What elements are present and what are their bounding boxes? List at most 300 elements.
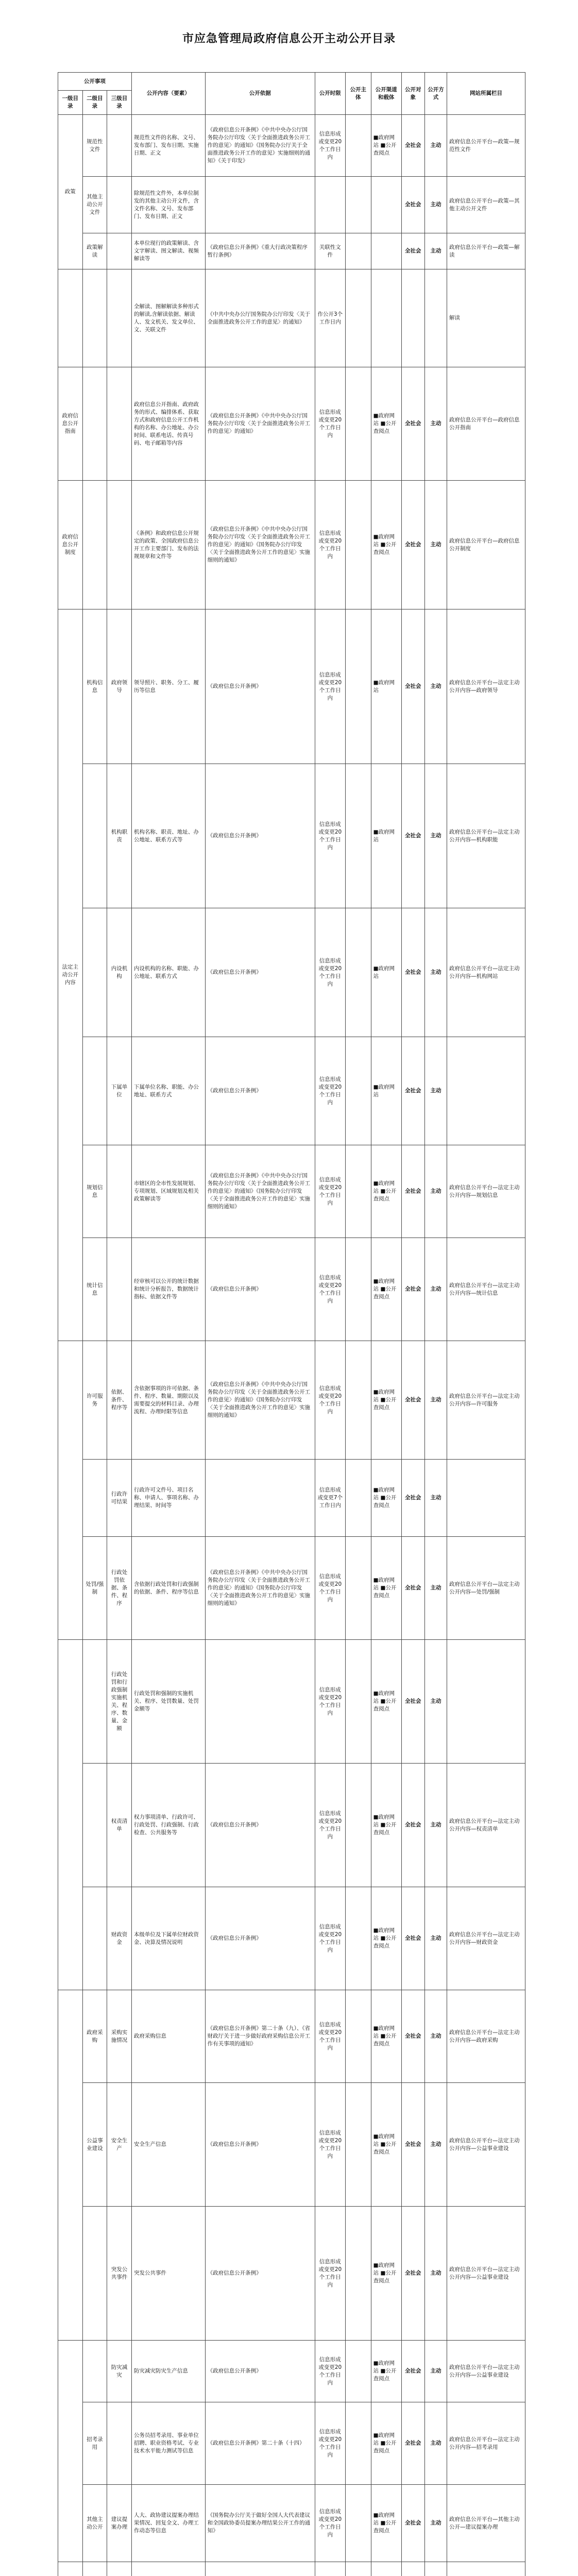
method-cell: 主动 bbox=[424, 1460, 447, 1537]
method-cell: 主动 bbox=[424, 1238, 447, 1341]
level3-cell: 防灾减灾 bbox=[107, 2341, 132, 2402]
basis-cell: 《政府信息公开条例》《中共中央办公厅国务院办公厅印发〈关于全面推进政务公开工作的意见〉的通知》《国务院办公厅关于全面推进政务公开工作的意见》实施细则的通知》《关于印发》 bbox=[205, 115, 315, 177]
time-limit-cell: 信息形成或变更20个工作日内 bbox=[315, 1537, 345, 1640]
table-row bbox=[58, 1887, 525, 1990]
method-cell: 主动 bbox=[424, 367, 447, 481]
basis-cell: 《政府信息公开条例》第二十条（十四） bbox=[205, 2402, 315, 2485]
level3-cell bbox=[107, 1145, 132, 1238]
target-cell: 全社会 bbox=[401, 609, 424, 764]
level3-cell bbox=[107, 1238, 132, 1341]
website-cell: 政府信息公开平台—法定主动公开内容—公益事业建设 bbox=[447, 2207, 525, 2341]
channel-cell: ■政府网站 ■公开查阅点 bbox=[371, 2083, 401, 2207]
channel-cell: ■政府网站 ■公开查阅点 bbox=[371, 115, 401, 177]
level1-cell bbox=[58, 2341, 83, 2562]
table-row bbox=[58, 1238, 525, 1341]
level2-cell bbox=[82, 1037, 107, 1145]
subject-cell bbox=[345, 609, 371, 764]
table-row bbox=[58, 1341, 525, 1460]
website-cell: 政府信息公开平台—政策—解读 bbox=[447, 233, 525, 269]
level3-cell: 行政处罚和行政强制实施机关、程序、数量、金额 bbox=[107, 1640, 132, 1764]
level2-cell bbox=[82, 764, 107, 908]
website-cell: 政府信息公开平台—其他主动公开—建议提案办理 bbox=[447, 2485, 525, 2562]
subject-cell bbox=[345, 2562, 371, 2576]
subject-cell bbox=[345, 1764, 371, 1887]
subject-cell bbox=[345, 764, 371, 908]
level2-cell: 统计信息 bbox=[82, 1238, 107, 1341]
time-limit-cell: 关联性文件 bbox=[315, 233, 345, 269]
target-cell: 全社会 bbox=[401, 2207, 424, 2341]
channel-cell: ■政府网站 ■公开查阅点 bbox=[371, 1145, 401, 1238]
level1-cell bbox=[58, 1990, 83, 2341]
channel-cell: ■政府网站 ■公开查阅点 bbox=[371, 1640, 401, 1764]
table-row bbox=[58, 1145, 525, 1238]
website-cell: 政府信息公开平台—法定主动公开内容—公益事业建设 bbox=[447, 2341, 525, 2402]
level2-cell bbox=[82, 1887, 107, 1990]
method-cell bbox=[424, 2562, 447, 2576]
level1-cell bbox=[58, 1341, 83, 1640]
method-cell: 主动 bbox=[424, 1037, 447, 1145]
level3-cell bbox=[107, 177, 132, 233]
header-basis: 公开依据 bbox=[205, 73, 315, 115]
basis-cell: 《政府信息公开条例》 bbox=[205, 1887, 315, 1990]
subject-cell bbox=[345, 1460, 371, 1537]
method-cell: 主动 bbox=[424, 1990, 447, 2083]
basis-cell: 《政府信息公开条例》《中共中央办公厅国务院办公厅印发〈关于全面推进政务公开工作的意见〉的通知》《国务院办公厅印发〈关于全面推进政务公开工作的意见〉实施细则的通知》 bbox=[205, 1145, 315, 1238]
level3-cell bbox=[107, 2562, 132, 2576]
table-row bbox=[58, 908, 525, 1037]
basis-cell: 《政府信息公开条例》 bbox=[205, 2207, 315, 2341]
time-limit-cell: 信息形成或变更20个工作日内 bbox=[315, 609, 345, 764]
content-cell: 经审核可以公开的统计数据和统计分析报告，数据统计指标、依据文件等 bbox=[131, 1238, 205, 1341]
content-cell: 行政许可文件号、项目名称、申请人、事项名称、办理结果、时间等 bbox=[131, 1460, 205, 1537]
time-limit-cell bbox=[315, 177, 345, 233]
basis-cell bbox=[205, 177, 315, 233]
channel-cell: ■政府网站 ■公开查阅点 bbox=[371, 1887, 401, 1990]
method-cell: 主动 bbox=[424, 177, 447, 233]
method-cell: 主动 bbox=[424, 2207, 447, 2341]
method-cell: 主动 bbox=[424, 2341, 447, 2402]
table-row bbox=[58, 481, 525, 609]
level2-cell: 规划信息 bbox=[82, 1145, 107, 1238]
subject-cell bbox=[345, 233, 371, 269]
content-cell: 下属单位名称、职能、办公地址、联系方式 bbox=[131, 1037, 205, 1145]
channel-cell: ■政府网站 bbox=[371, 908, 401, 1037]
target-cell: 全社会 bbox=[401, 115, 424, 177]
level2-cell: 其他主动公开文件 bbox=[82, 177, 107, 233]
channel-cell: ■政府网站 ■公开查阅点 bbox=[371, 1238, 401, 1341]
header-time-limit: 公开时限 bbox=[315, 73, 345, 115]
content-cell: 含依据行政处罚和行政强制的依据、条件、程序等信息 bbox=[131, 1537, 205, 1640]
time-limit-cell: 信息形成或变更20个工作日内 bbox=[315, 1887, 345, 1990]
basis-cell: 《政府信息公开条例》《重大行政决策程序暂行条例》 bbox=[205, 233, 315, 269]
content-cell: 含依据事项的许可依据、条件、程序、数量、期限以及需要提交的材料目录、办理流程、办理时限等信息 bbox=[131, 1341, 205, 1460]
level2-cell bbox=[82, 2341, 107, 2402]
basis-cell: 《中共中央办公厅国务院办公厅印发〈关于全面推进政务公开工作的意见〉的通知》 bbox=[205, 269, 315, 367]
table-row bbox=[58, 1640, 525, 1764]
content-cell: 人大、政协建议提案办理结果情况、回复全文、办理工作动态等信息 bbox=[131, 2485, 205, 2562]
header-content: 公开内容（要素） bbox=[131, 73, 205, 115]
target-cell: 全社会 bbox=[401, 481, 424, 609]
target-cell: 全社会 bbox=[401, 2485, 424, 2562]
content-cell: 公务员招考录用、事业单位招聘、职业资格考试、专业技术水平能力测试等信息 bbox=[131, 2402, 205, 2485]
subject-cell bbox=[345, 367, 371, 481]
level3-cell: 行政处罚依据、条件、程序 bbox=[107, 1537, 132, 1640]
level2-cell: 招考录用 bbox=[82, 2402, 107, 2485]
method-cell: 主动 bbox=[424, 233, 447, 269]
level2-cell bbox=[82, 481, 107, 609]
level1-cell bbox=[58, 269, 83, 367]
basis-cell: 《政府信息公开条例》 bbox=[205, 1037, 315, 1145]
time-limit-cell: 信息形成或变更20个工作日内 bbox=[315, 908, 345, 1037]
website-cell: 政府信息公开平台—法定主动公开内容—规划信息 bbox=[447, 1145, 525, 1238]
basis-cell: 《政府信息公开条例》《中共中央办公厅国务院办公厅印发〈关于全面推进政务公开工作的意见〉的通知》 bbox=[205, 367, 315, 481]
header-level2: 二级目录 bbox=[82, 91, 107, 115]
target-cell: 全社会 bbox=[401, 1640, 424, 1764]
header-target: 公开对象 bbox=[401, 73, 424, 115]
time-limit-cell: 信息形成或变更20个工作日内 bbox=[315, 115, 345, 177]
content-cell: 机构名称、职责、地址、办公地址、联系方式等 bbox=[131, 764, 205, 908]
subject-cell bbox=[345, 1640, 371, 1764]
website-cell: 政府信息公开平台—法定主动公开内容—机构职能 bbox=[447, 764, 525, 908]
website-cell: 政府信息公开平台—法定主动公开内容—处罚/强制 bbox=[447, 1537, 525, 1640]
subject-cell bbox=[345, 2485, 371, 2562]
channel-cell: ■政府网站 ■公开查阅点 bbox=[371, 367, 401, 481]
table-row bbox=[58, 367, 525, 481]
level3-cell: 机构职责 bbox=[107, 764, 132, 908]
basis-cell bbox=[205, 2562, 315, 2576]
target-cell: 全社会 bbox=[401, 367, 424, 481]
table-row bbox=[58, 609, 525, 764]
target-cell: 全社会 bbox=[401, 1990, 424, 2083]
subject-cell bbox=[345, 2341, 371, 2402]
level2-cell bbox=[82, 2207, 107, 2341]
content-cell: 市辖区的全市性发展规划、专项规划、区域规划及相关政策解读等 bbox=[131, 1145, 205, 1238]
table-row bbox=[58, 1537, 525, 1640]
method-cell: 主动 bbox=[424, 1887, 447, 1990]
website-cell: 政府信息公开平台—政府信息公开制度 bbox=[447, 481, 525, 609]
target-cell bbox=[401, 269, 424, 367]
method-cell bbox=[424, 269, 447, 367]
content-cell: 除规范性文件外，本单位制发的其他主动公开文件，含文件名称、文号、发布部门、发布日期、正文 bbox=[131, 177, 205, 233]
header-subject: 公开主体 bbox=[345, 73, 371, 115]
time-limit-cell: 信息形成或变更20个工作日内 bbox=[315, 2485, 345, 2562]
level2-cell bbox=[82, 1640, 107, 1764]
level2-cell: 规范性文件 bbox=[82, 115, 107, 177]
method-cell: 主动 bbox=[424, 1145, 447, 1238]
header-level1: 一级目录 bbox=[58, 91, 83, 115]
channel-cell: ■政府网站 ■公开查阅点 bbox=[371, 481, 401, 609]
table-row bbox=[58, 1037, 525, 1145]
table-row bbox=[58, 2083, 525, 2207]
header-public-item: 公开事项 bbox=[58, 73, 132, 91]
channel-cell: ■政府网站 bbox=[371, 764, 401, 908]
channel-cell: ■政府网站 ■公开查阅点 bbox=[371, 1990, 401, 2083]
basis-cell: 《政府信息公开条例》《中共中央办公厅国务院办公厅印发〈关于全面推进政务公开工作的意见〉的通知》《国务院办公厅印发〈关于全面推进政务公开工作的意见〉实施细则的通知》 bbox=[205, 1341, 315, 1460]
website-cell: 政府信息公开平台—法定主动公开内容—招考录用 bbox=[447, 2402, 525, 2485]
target-cell: 全社会 bbox=[401, 1037, 424, 1145]
website-cell: 政府信息公开平台—法定主动公开内容—财政资金 bbox=[447, 1887, 525, 1990]
catalog-body bbox=[58, 115, 525, 2576]
website-cell: 政府信息公开平台—法定主动公开内容—公益事业建设 bbox=[447, 2083, 525, 2207]
level1-cell: 法定主动公开内容 bbox=[58, 609, 83, 1341]
level2-cell: 处罚/强制 bbox=[82, 1537, 107, 1640]
website-cell: 政府信息公开平台—政策—其他主动公开文件 bbox=[447, 177, 525, 233]
content-cell: 行政处罚和强制的实施机关、程序、处罚数量、处罚金额等 bbox=[131, 1640, 205, 1764]
table-row bbox=[58, 764, 525, 908]
target-cell: 全社会 bbox=[401, 1460, 424, 1537]
website-cell bbox=[447, 1460, 525, 1537]
subject-cell bbox=[345, 1887, 371, 1990]
subject-cell bbox=[345, 481, 371, 609]
time-limit-cell: 信息形成或变更20个工作日内 bbox=[315, 2207, 345, 2341]
basis-cell: 《政府信息公开条例》 bbox=[205, 764, 315, 908]
level2-cell bbox=[82, 2562, 107, 2576]
table-row bbox=[58, 2485, 525, 2562]
target-cell: 全社会 bbox=[401, 764, 424, 908]
target-cell: 全社会 bbox=[401, 177, 424, 233]
target-cell: 全社会 bbox=[401, 233, 424, 269]
time-limit-cell: 信息形成或变更20个工作日内 bbox=[315, 1341, 345, 1460]
table-row bbox=[58, 115, 525, 177]
table-row bbox=[58, 177, 525, 233]
target-cell: 全社会 bbox=[401, 1238, 424, 1341]
website-cell: 政府信息公开平台—法定主动公开内容—权责清单 bbox=[447, 1764, 525, 1887]
table-row bbox=[58, 1764, 525, 1887]
content-cell: 本级单位及下属单位财政资金、决算及情况说明 bbox=[131, 1887, 205, 1990]
method-cell: 主动 bbox=[424, 115, 447, 177]
content-cell: 防灾减灾防灾生产信息 bbox=[131, 2341, 205, 2402]
method-cell: 主动 bbox=[424, 764, 447, 908]
channel-cell: ■政府网站 ■公开查阅点 bbox=[371, 1537, 401, 1640]
time-limit-cell: 信息形成或变更20个工作日内 bbox=[315, 1990, 345, 2083]
table-row bbox=[58, 2562, 525, 2576]
time-limit-cell: 信息形成或变更20个工作日内 bbox=[315, 2083, 345, 2207]
subject-cell bbox=[345, 269, 371, 367]
subject-cell bbox=[345, 115, 371, 177]
time-limit-cell: 信息形成或变更20个工作日内 bbox=[315, 2341, 345, 2402]
level3-cell: 内设机构 bbox=[107, 908, 132, 1037]
level1-cell: 政府信息公开指南 bbox=[58, 367, 83, 481]
level3-cell bbox=[107, 115, 132, 177]
method-cell: 主动 bbox=[424, 609, 447, 764]
level1-cell: 政策 bbox=[58, 115, 83, 269]
basis-cell bbox=[205, 1640, 315, 1764]
table-row bbox=[58, 1460, 525, 1537]
method-cell: 主动 bbox=[424, 1341, 447, 1460]
time-limit-cell: 信息形成或变更20个工作日内 bbox=[315, 2402, 345, 2485]
level3-cell: 权责清单 bbox=[107, 1764, 132, 1887]
basis-cell: 《政府信息公开条例》《中共中央办公厅国务院办公厅印发〈关于全面推进政务公开工作的意见〉的通知》《国务院办公厅印发〈关于全面推进政务公开工作的意见〉实施细则的通知》 bbox=[205, 1537, 315, 1640]
level1-cell bbox=[58, 2562, 83, 2576]
channel-cell bbox=[371, 233, 401, 269]
channel-cell: ■政府网站 ■公开查阅点 bbox=[371, 1764, 401, 1887]
channel-cell: ■政府网站 ■公开查阅点 bbox=[371, 1341, 401, 1460]
level2-cell: 机构信息 bbox=[82, 609, 107, 764]
basis-cell: 《政府信息公开条例》 bbox=[205, 609, 315, 764]
target-cell: 全社会 bbox=[401, 2083, 424, 2207]
basis-cell: 《政府信息公开条例》 bbox=[205, 2341, 315, 2402]
catalog-table bbox=[58, 72, 525, 2576]
website-cell: 政府信息公开平台—法定主动公开内容—政府领导 bbox=[447, 609, 525, 764]
basis-cell: 《政府信息公开条例》《中共中央办公厅国务院办公厅印发〈关于全面推进政务公开工作的意见〉的通知》《国务院办公厅印发〈关于全面推进政务公开工作的意见〉实施细则的通知》 bbox=[205, 481, 315, 609]
time-limit-cell: 信息形成或变更20个工作日内 bbox=[315, 1640, 345, 1764]
level2-cell bbox=[82, 367, 107, 481]
time-limit-cell: 信息形成或变更20个工作日内 bbox=[315, 1238, 345, 1341]
content-cell: 安全生产信息 bbox=[131, 2083, 205, 2207]
website-cell: 解读 bbox=[447, 269, 525, 367]
subject-cell bbox=[345, 2402, 371, 2485]
table-row bbox=[58, 1990, 525, 2083]
channel-cell: ■政府网站 ■公开查阅点 bbox=[371, 2207, 401, 2341]
channel-cell: ■政府网站 ■公开查阅点 bbox=[371, 2341, 401, 2402]
level3-cell bbox=[107, 233, 132, 269]
level3-cell: 政府领导 bbox=[107, 609, 132, 764]
channel-cell: ■政府网站 ■公开查阅点 bbox=[371, 2402, 401, 2485]
time-limit-cell: 信息形成或变更20个工作日内 bbox=[315, 1037, 345, 1145]
level3-cell: 安全生产 bbox=[107, 2083, 132, 2207]
level2-cell: 公益事业建设 bbox=[82, 2083, 107, 2207]
content-cell: 全解读、图解解读多种形式的解读,含解读依据、解读人、发文机关、发文单位、文、关联文件 bbox=[131, 269, 205, 367]
basis-cell: 《国务院办公厅关于做好全国人大代表建议和全国政协委员提案办理结果公开工作的通知》 bbox=[205, 2485, 315, 2562]
method-cell: 主动 bbox=[424, 481, 447, 609]
level2-cell: 其他主动公开 bbox=[82, 2485, 107, 2562]
subject-cell bbox=[345, 2207, 371, 2341]
target-cell: 全社会 bbox=[401, 2341, 424, 2402]
website-cell: 政府信息公开平台—政策—规范性文件 bbox=[447, 115, 525, 177]
content-cell: 内设机构的名称、职能、办公地址、联系方式 bbox=[131, 908, 205, 1037]
level3-cell bbox=[107, 269, 132, 367]
time-limit-cell: 信息形成或变更20个工作日内 bbox=[315, 764, 345, 908]
level2-cell bbox=[82, 269, 107, 367]
level3-cell bbox=[107, 367, 132, 481]
website-cell: 政府信息公开平台—政府信息公开指南 bbox=[447, 367, 525, 481]
content-cell: 本单位现行的政策解读、含文字解读、图文解读、视频解读等 bbox=[131, 233, 205, 269]
level3-cell bbox=[107, 481, 132, 609]
basis-cell: 《政府信息公开条例》第二十条（九）、《省财政厅关于进一步做好政府采购信息公开工作有关事项的通知》 bbox=[205, 1990, 315, 2083]
content-cell: 突发公共事件 bbox=[131, 2207, 205, 2341]
level3-cell: 下属单位 bbox=[107, 1037, 132, 1145]
channel-cell bbox=[371, 269, 401, 367]
time-limit-cell: 信息形成或变更7个工作日内 bbox=[315, 1460, 345, 1537]
level2-cell bbox=[82, 908, 107, 1037]
table-row bbox=[58, 2207, 525, 2341]
channel-cell: ■政府网站 ■公开查阅点 bbox=[371, 2485, 401, 2562]
method-cell: 主动 bbox=[424, 2402, 447, 2485]
content-cell: 权力事项清单、行政许可、行政处罚、行政强制、行政检查、公共服务等 bbox=[131, 1764, 205, 1887]
content-cell: 政府采购信息 bbox=[131, 1990, 205, 2083]
basis-cell: 《政府信息公开条例》 bbox=[205, 2083, 315, 2207]
content-cell: 领导照片、职务、分工、履历等信息 bbox=[131, 609, 205, 764]
website-cell bbox=[447, 2562, 525, 2576]
time-limit-cell: 信息形成或变更20个工作日内 bbox=[315, 1764, 345, 1887]
level1-cell: 政府信息公开制度 bbox=[58, 481, 83, 609]
content-cell: 政府信息公开指南、政府政务的形式、编排体系、获取方式和政府信息公开工作机构的名称、办公地址、办公时间、联系电话、传真号码、电子邮箱等内容 bbox=[131, 367, 205, 481]
level2-cell bbox=[82, 1764, 107, 1887]
target-cell: 全社会 bbox=[401, 908, 424, 1037]
time-limit-cell: 信息形成或变更20个工作日内 bbox=[315, 367, 345, 481]
level1-cell bbox=[58, 1640, 83, 1990]
target-cell: 全社会 bbox=[401, 2402, 424, 2485]
level2-cell: 政府采购 bbox=[82, 1990, 107, 2083]
method-cell: 主动 bbox=[424, 2485, 447, 2562]
target-cell: 全社会 bbox=[401, 1145, 424, 1238]
website-cell bbox=[447, 1037, 525, 1145]
channel-cell bbox=[371, 2562, 401, 2576]
method-cell: 主动 bbox=[424, 908, 447, 1037]
method-cell: 主动 bbox=[424, 1764, 447, 1887]
channel-cell: ■政府网站 bbox=[371, 1037, 401, 1145]
content-cell bbox=[131, 2562, 205, 2576]
subject-cell bbox=[345, 1537, 371, 1640]
subject-cell bbox=[345, 177, 371, 233]
target-cell: 全社会 bbox=[401, 1537, 424, 1640]
level2-cell: 许可服务 bbox=[82, 1341, 107, 1460]
subject-cell bbox=[345, 1238, 371, 1341]
website-cell: 政府信息公开平台—法定主动公开内容—统计信息 bbox=[447, 1238, 525, 1341]
header-website: 网站所属栏目 bbox=[447, 73, 525, 115]
basis-cell: 《政府信息公开条例》 bbox=[205, 1764, 315, 1887]
website-cell bbox=[447, 1640, 525, 1764]
table-row bbox=[58, 2341, 525, 2402]
basis-cell bbox=[205, 1460, 315, 1537]
time-limit-cell bbox=[315, 2562, 345, 2576]
website-cell: 政府信息公开平台—法定主动公开内容—许可服务 bbox=[447, 1341, 525, 1460]
level2-cell: 政策解读 bbox=[82, 233, 107, 269]
subject-cell bbox=[345, 2083, 371, 2207]
subject-cell bbox=[345, 908, 371, 1037]
channel-cell bbox=[371, 177, 401, 233]
level3-cell: 建议提案办理 bbox=[107, 2485, 132, 2562]
subject-cell bbox=[345, 1341, 371, 1460]
header-channel: 公开渠道和载体 bbox=[371, 73, 401, 115]
method-cell: 主动 bbox=[424, 1537, 447, 1640]
time-limit-cell: 信息形成或变更20个工作日内 bbox=[315, 1145, 345, 1238]
channel-cell: ■政府网站 bbox=[371, 609, 401, 764]
header-level3: 三级目录 bbox=[107, 91, 132, 115]
target-cell bbox=[401, 2562, 424, 2576]
table-row bbox=[58, 269, 525, 367]
basis-cell: 《政府信息公开条例》 bbox=[205, 1238, 315, 1341]
website-cell: 政府信息公开平台—法定主动公开内容—机构网站 bbox=[447, 908, 525, 1037]
level3-cell bbox=[107, 2402, 132, 2485]
time-limit-cell: 作公开3个工作日内 bbox=[315, 269, 345, 367]
method-cell: 主动 bbox=[424, 2083, 447, 2207]
method-cell: 主动 bbox=[424, 1640, 447, 1764]
target-cell: 全社会 bbox=[401, 1341, 424, 1460]
channel-cell: ■政府网站 ■公开查阅点 bbox=[371, 1460, 401, 1537]
header-method: 公开方式 bbox=[424, 73, 447, 115]
content-cell: 规范性文件的名称、文号、发布部门、发布日期、实施日期、正文 bbox=[131, 115, 205, 177]
subject-cell bbox=[345, 1145, 371, 1238]
target-cell: 全社会 bbox=[401, 1764, 424, 1887]
table-row bbox=[58, 233, 525, 269]
level3-cell: 行政许可结果 bbox=[107, 1460, 132, 1537]
level3-cell: 依据、条件、程序等 bbox=[107, 1341, 132, 1460]
level3-cell: 财政资金 bbox=[107, 1887, 132, 1990]
page-title: 市应急管理局政府信息公开主动公开目录 bbox=[0, 30, 578, 46]
target-cell: 全社会 bbox=[401, 1887, 424, 1990]
time-limit-cell: 信息形成或变更20个工作日内 bbox=[315, 481, 345, 609]
subject-cell bbox=[345, 1990, 371, 2083]
basis-cell: 《政府信息公开条例》 bbox=[205, 908, 315, 1037]
table-row bbox=[58, 2402, 525, 2485]
level3-cell: 突发公共事件 bbox=[107, 2207, 132, 2341]
content-cell: 《条例》和政府信息公开规定的政策、全国政府信息公开工作主要部门、发布的法规规章和文件等 bbox=[131, 481, 205, 609]
level3-cell: 采购实施情况 bbox=[107, 1990, 132, 2083]
website-cell: 政府信息公开平台—法定主动公开内容—政府采购 bbox=[447, 1990, 525, 2083]
level2-cell bbox=[82, 1460, 107, 1537]
subject-cell bbox=[345, 1037, 371, 1145]
